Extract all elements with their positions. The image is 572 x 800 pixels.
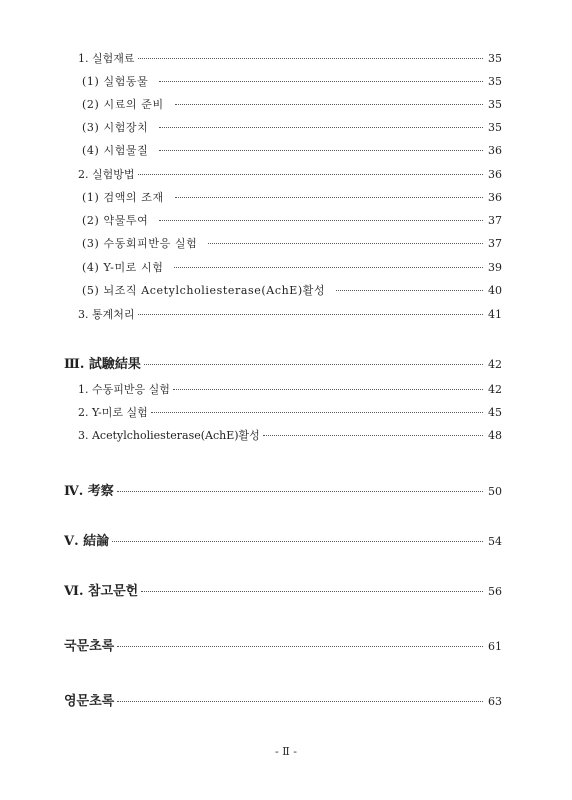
- toc-chapter-page: 50: [488, 485, 502, 498]
- toc-entry-page: 36: [488, 168, 502, 181]
- toc-entry-page: 48: [488, 429, 502, 442]
- toc-entry-page: 37: [488, 237, 502, 250]
- toc-dot-leader: [159, 219, 483, 221]
- toc-chapter-page: 63: [488, 695, 502, 708]
- toc-entry-label: (4) Y-미로 시험: [82, 261, 164, 274]
- toc-chapter-label: 국문초록: [64, 639, 115, 654]
- toc-chapter-label: Ⅴ. 結論: [64, 534, 110, 549]
- toc-entry-page: 35: [488, 98, 502, 111]
- toc-entry: [82, 73, 502, 89]
- toc-chapter-page: 42: [488, 358, 502, 371]
- toc-entry: [78, 404, 502, 420]
- toc-entry: [78, 427, 502, 443]
- toc-entry-label: (1) 실험동물: [82, 75, 149, 88]
- toc-entry-label: (1) 검액의 조재: [82, 191, 164, 204]
- toc-entry-label: (2) 약물투여: [82, 214, 149, 227]
- toc-chapter: [64, 480, 502, 499]
- toc-entry-page: 39: [488, 261, 502, 274]
- toc-entry-page: 35: [488, 52, 502, 65]
- toc-dot-leader: [117, 645, 483, 647]
- toc-dot-leader: [117, 490, 483, 492]
- toc-chapter-page: 61: [488, 640, 502, 653]
- toc-entry-label: 1. 수동피반응 실험: [78, 383, 170, 396]
- toc-entry: [82, 282, 502, 298]
- toc-entry-page: 41: [488, 308, 502, 321]
- toc-chapter: [64, 580, 502, 599]
- toc-entry-page: 35: [488, 121, 502, 134]
- toc-dot-leader: [208, 242, 483, 244]
- toc-entry-label: 2. 실험방법: [78, 168, 135, 181]
- toc-entry: [82, 189, 502, 205]
- toc-dot-leader: [138, 173, 484, 175]
- toc-entry: [78, 306, 502, 322]
- toc-dot-leader: [263, 434, 483, 436]
- toc-dot-leader: [112, 540, 483, 542]
- toc-entry-page: 35: [488, 75, 502, 88]
- toc-dot-leader: [159, 149, 483, 151]
- toc-entry-page: 42: [488, 383, 502, 396]
- toc-dot-leader: [175, 196, 483, 198]
- toc-dot-leader: [159, 126, 483, 128]
- toc-entry-page: 40: [488, 284, 502, 297]
- toc-dot-leader: [159, 80, 483, 82]
- toc-dot-leader: [117, 700, 483, 702]
- toc-entry: [82, 259, 502, 275]
- toc-entry: [78, 50, 502, 66]
- toc-chapter-label: Ⅵ. 참고문헌: [64, 584, 139, 599]
- toc-entry-page: 45: [488, 406, 502, 419]
- toc-dot-leader: [173, 388, 483, 390]
- toc-chapter: [64, 690, 502, 709]
- toc-entry-label: (4) 시험물질: [82, 144, 149, 157]
- toc-dot-leader: [144, 363, 483, 365]
- toc-chapter-label: Ⅲ. 試驗結果: [64, 357, 141, 372]
- toc-entry: [82, 212, 502, 228]
- toc-entry: [78, 166, 502, 182]
- page-number-footer: - Ⅱ -: [275, 745, 297, 758]
- toc-entry-page: 36: [488, 191, 502, 204]
- toc-dot-leader: [151, 411, 483, 413]
- toc-entry-label: 2. Y-미로 실험: [78, 406, 148, 419]
- toc-chapter-label: Ⅳ. 考察: [64, 484, 114, 499]
- toc-entry-page: 36: [488, 144, 502, 157]
- toc-entry-label: 1. 실험재료: [78, 52, 135, 65]
- toc-chapter-page: 54: [488, 535, 502, 548]
- toc-dot-leader: [175, 103, 483, 105]
- toc-entry-label: (2) 시료의 준비: [82, 98, 164, 111]
- toc-entry-label: (3) 수동회피반응 실험: [82, 237, 198, 250]
- toc-chapter-label: 영문초록: [64, 694, 115, 709]
- toc-entry-label: (3) 시험장치: [82, 121, 149, 134]
- toc-entry: [82, 142, 502, 158]
- toc-entry-label: 3. 통계처리: [78, 308, 135, 321]
- toc-entry: [82, 119, 502, 135]
- toc-chapter: [64, 353, 502, 372]
- toc-chapter-page: 56: [488, 585, 502, 598]
- toc-entry-label: (5) 뇌조직 Acetylcholiesterase(AchE)활성: [82, 284, 326, 297]
- toc-dot-leader: [174, 266, 483, 268]
- toc-dot-leader: [138, 57, 484, 59]
- toc-entry: [82, 96, 502, 112]
- toc-chapter: [64, 530, 502, 549]
- toc-dot-leader: [141, 590, 483, 592]
- toc-dot-leader: [138, 313, 484, 315]
- toc-dot-leader: [336, 289, 483, 291]
- toc-chapter: [64, 635, 502, 654]
- toc-entry-label: 3. Acetylcholiesterase(AchE)활성: [78, 429, 260, 442]
- toc-entry: [78, 381, 502, 397]
- toc-entry-page: 37: [488, 214, 502, 227]
- toc-entry: [82, 235, 502, 251]
